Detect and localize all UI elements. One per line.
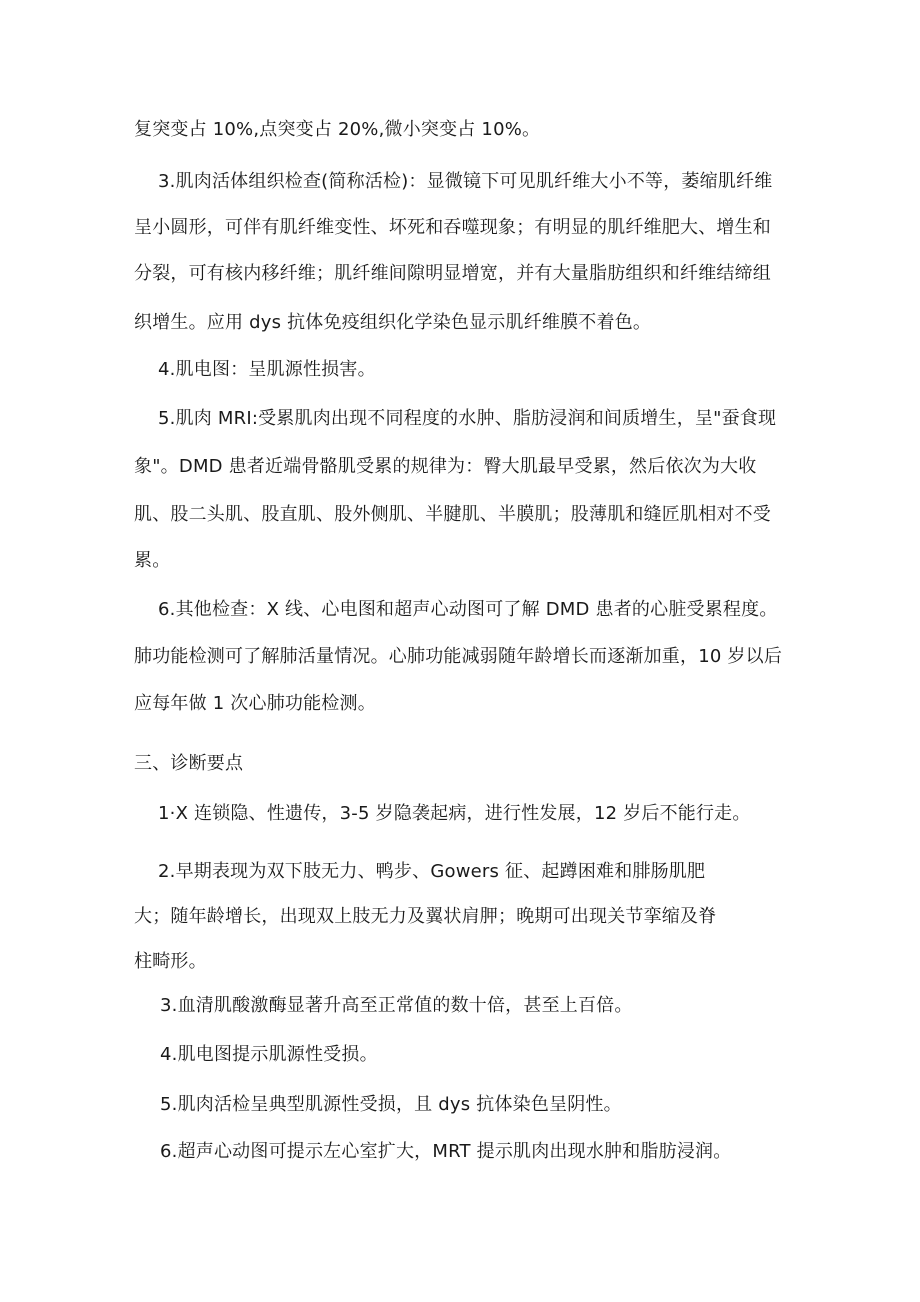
section-heading: 三、诊断要点 — [134, 753, 244, 774]
text-line-22: 6.超声心动图可提示左心室扩大，MRT 提示肌肉出现水肿和脂肪浸润。 — [160, 1141, 732, 1162]
text-line-5: 织增生。应用 dys 抗体免疫组织化学染色显示肌纤维膜不着色。 — [134, 312, 652, 333]
text-line-20: 4.肌电图提示肌源性受损。 — [160, 1044, 378, 1065]
text-line-1: 复突变占 10%,点突变占 20%,微小突变占 10%。 — [134, 119, 541, 140]
text-line-18: 柱畸形。 — [134, 951, 207, 972]
text-line-10: 累。 — [134, 550, 171, 571]
text-line-6: 4.肌电图：呈肌源性损害。 — [158, 359, 376, 380]
text-line-7: 5.肌肉 MRI:受累肌肉出现不同程度的水肿、脂肪浸润和间质增生，呈"蚕食现 — [158, 408, 777, 429]
text-line-4: 分裂，可有核内移纤维；肌纤维间隙明显增宽，并有大量脂肪组织和纤维结缔组 — [134, 263, 771, 284]
text-line-13: 应每年做 1 次心肺功能检测。 — [134, 693, 376, 714]
text-line-8: 象"。DMD 患者近端骨骼肌受累的规律为：臀大肌最早受累，然后依次为大收 — [134, 456, 757, 477]
text-line-19: 3.血清肌酸激酶显著升高至正常值的数十倍，甚至上百倍。 — [160, 995, 633, 1016]
text-line-15: 1·X 连锁隐、性遗传，3-5 岁隐袭起病，进行性发展，12 岁后不能行走。 — [158, 803, 751, 824]
text-line-2: 3.肌肉活体组织检查(简称活检)：显微镜下可见肌纤维大小不等，萎缩肌纤维 — [158, 171, 773, 192]
text-line-11: 6.其他检查：X 线、心电图和超声心动图可了解 DMD 患者的心脏受累程度。 — [158, 599, 778, 620]
text-line-16: 2.早期表现为双下肢无力、鸭步、Gowers 征、起蹲困难和腓肠肌肥 — [158, 861, 706, 882]
text-line-21: 5.肌肉活检呈典型肌源性受损，且 dys 抗体染色呈阴性。 — [160, 1094, 622, 1115]
text-line-12: 肺功能检测可了解肺活量情况。心肺功能减弱随年龄增长而逐渐加重，10 岁以后 — [134, 646, 783, 667]
text-line-9: 肌、股二头肌、股直肌、股外侧肌、半腱肌、半膜肌；股薄肌和缝匠肌相对不受 — [134, 504, 771, 525]
text-line-3: 呈小圆形，可伴有肌纤维变性、坏死和吞噬现象；有明显的肌纤维肥大、增生和 — [134, 217, 771, 238]
text-line-17: 大；随年龄增长，出现双上肢无力及翼状肩胛；晚期可出现关节挛缩及脊 — [134, 906, 717, 927]
